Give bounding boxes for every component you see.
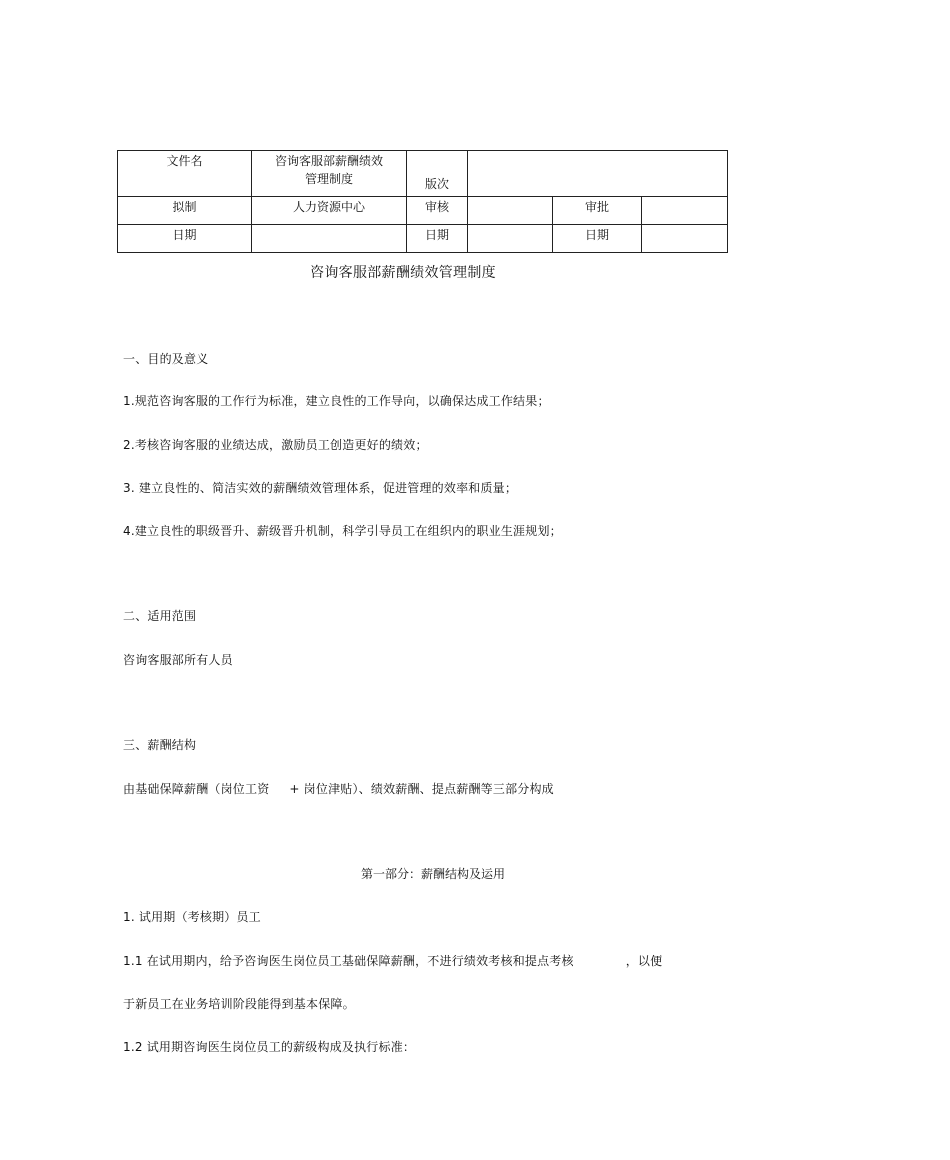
date-label-2: 日期 xyxy=(407,225,468,253)
document-title: 咨询客服部薪酬绩效管理制度 xyxy=(310,265,496,281)
date-value-2 xyxy=(468,225,553,253)
date-value-1 xyxy=(252,225,407,253)
part1-item1-1-part1: 1.1 在试用期内，给予咨询医生岗位员工基础保障薪酬，不进行绩效考核和提点考核 xyxy=(123,954,574,968)
section1-item-3: 3. 建立良性的、简洁实效的薪酬绩效管理体系，促进管理的效率和质量； xyxy=(123,481,518,495)
part1-item1-1-line2: 于新员工在业务培训阶段能得到基本保障。 xyxy=(123,997,355,1011)
approved-by-label: 审批 xyxy=(553,197,642,225)
date-label-3: 日期 xyxy=(553,225,642,253)
drafted-by-value: 人力资源中心 xyxy=(252,197,407,225)
file-name-line1: 咨询客服部薪酬绩效 xyxy=(274,154,383,168)
header-row-file xyxy=(118,151,728,197)
section1-item-4: 4.建立良性的职级晋升、薪级晋升机制，科学引导员工在组织内的职业生涯规划； xyxy=(123,524,562,538)
part1-item1-1 xyxy=(123,952,662,969)
file-name-line2: 管理制度 xyxy=(304,172,353,186)
part1-item1: 1. 试用期（考核期）员工 xyxy=(123,910,261,924)
document-header-table xyxy=(117,150,728,253)
drafted-by-label: 拟制 xyxy=(118,197,252,225)
section3-body xyxy=(123,780,554,797)
part1-heading: 第一部分：薪酬结构及运用 xyxy=(360,867,505,881)
section3-body-part2: + 岗位津贴）、绩效薪酬、提点薪酬等三部分构成 xyxy=(289,782,554,796)
date-label-1: 日期 xyxy=(118,225,252,253)
section1-heading: 一、目的及意义 xyxy=(123,352,209,366)
section2-heading: 二、适用范围 xyxy=(123,609,197,623)
part1-item1-2: 1.2 试用期咨询医生岗位员工的薪级构成及执行标准： xyxy=(123,1040,416,1054)
header-row-date xyxy=(118,225,728,253)
file-name-label: 文件名 xyxy=(118,151,252,197)
section3-heading: 三、薪酬结构 xyxy=(123,738,197,752)
reviewed-by-label: 审核 xyxy=(407,197,468,225)
section1-item-1: 1.规范咨询客服的工作行为标准，建立良性的工作导向，以确保达成工作结果； xyxy=(123,394,550,408)
date-value-3 xyxy=(642,225,728,253)
part1-item1-1-part2: ，以便 xyxy=(625,954,663,968)
file-name-value xyxy=(252,151,407,197)
approved-by-value xyxy=(642,197,728,225)
header-row-draft xyxy=(118,197,728,225)
reviewed-by-value xyxy=(468,197,553,225)
version-label: 版次 xyxy=(407,151,468,197)
version-value xyxy=(468,151,728,197)
section2-body: 咨询客服部所有人员 xyxy=(123,653,233,667)
section1-item-2: 2.考核咨询客服的业绩达成，激励员工创造更好的绩效； xyxy=(123,438,428,452)
section3-body-part1: 由基础保障薪酬（岗位工资 xyxy=(123,782,270,796)
